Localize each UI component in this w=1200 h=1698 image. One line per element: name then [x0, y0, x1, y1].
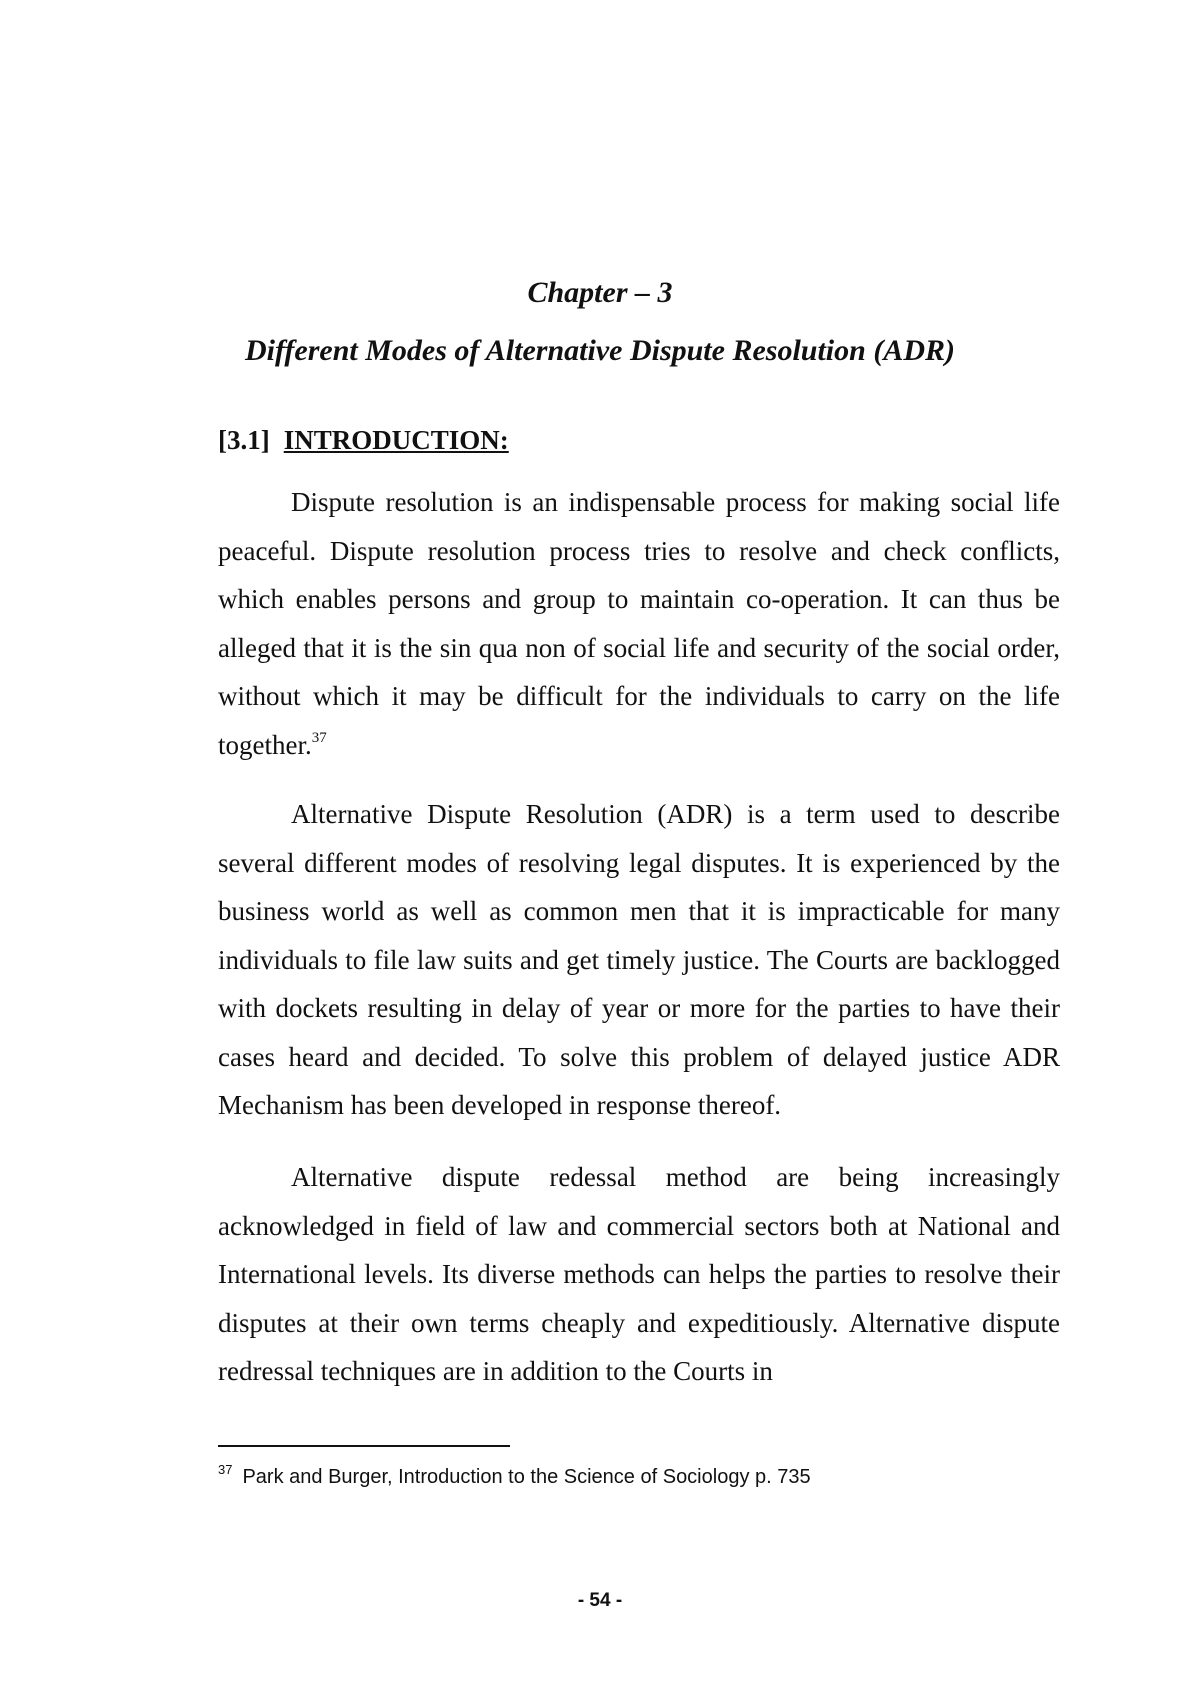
paragraph-1	[218, 478, 1060, 769]
paragraph-3: Alternative dispute redessal method are being increasingly acknowledged in field of law and commercial sectors both at National and International levels. Its diverse methods can helps the parties to resolve their disputes at their own terms cheaply and expeditiously. Alternative dispute redressal techniques are in addition to the Courts in	[218, 1162, 1060, 1386]
section-heading	[218, 425, 509, 456]
footnote-divider	[218, 1445, 510, 1447]
paragraph-2: Alternative Dispute Resolution (ADR) is a term used to describe several different modes of resolving legal disputes. It is experienced by the business world as well as common men that it is impracticable for many individuals to file law suits and get timely justice. The Courts are backlogged with dockets resulting in delay of year or more for the parties to have their cases heard and decided. To solve this problem of delayed justice ADR Mechanism has been developed in response thereof.	[218, 799, 1060, 1120]
footnote	[218, 1462, 811, 1489]
chapter-title: Chapter – 3	[527, 276, 673, 309]
section-number: [3.1]	[218, 425, 270, 455]
paragraph-1-text: Dispute resolution is an indispensable process for making social life peaceful. Dispute resolution process tries to resolve and check conflicts, which enables persons and group to maintain co-operation. It can thus be alleged that it is the sin qua non of social life and security of the social order, without which it may be difficult for the individuals to carry on the life together.	[218, 487, 1060, 760]
footnote-number: 37	[218, 1462, 233, 1477]
footnote-reference: 37	[311, 729, 327, 746]
chapter-subtitle: Different Modes of Alternative Dispute Resolution (ADR)	[244, 334, 955, 367]
section-title: INTRODUCTION:	[283, 425, 509, 455]
footnote-text: Park and Burger, Introduction to the Science of Sociology p. 735	[242, 1466, 811, 1488]
page-number: - 54 -	[577, 1590, 623, 1611]
